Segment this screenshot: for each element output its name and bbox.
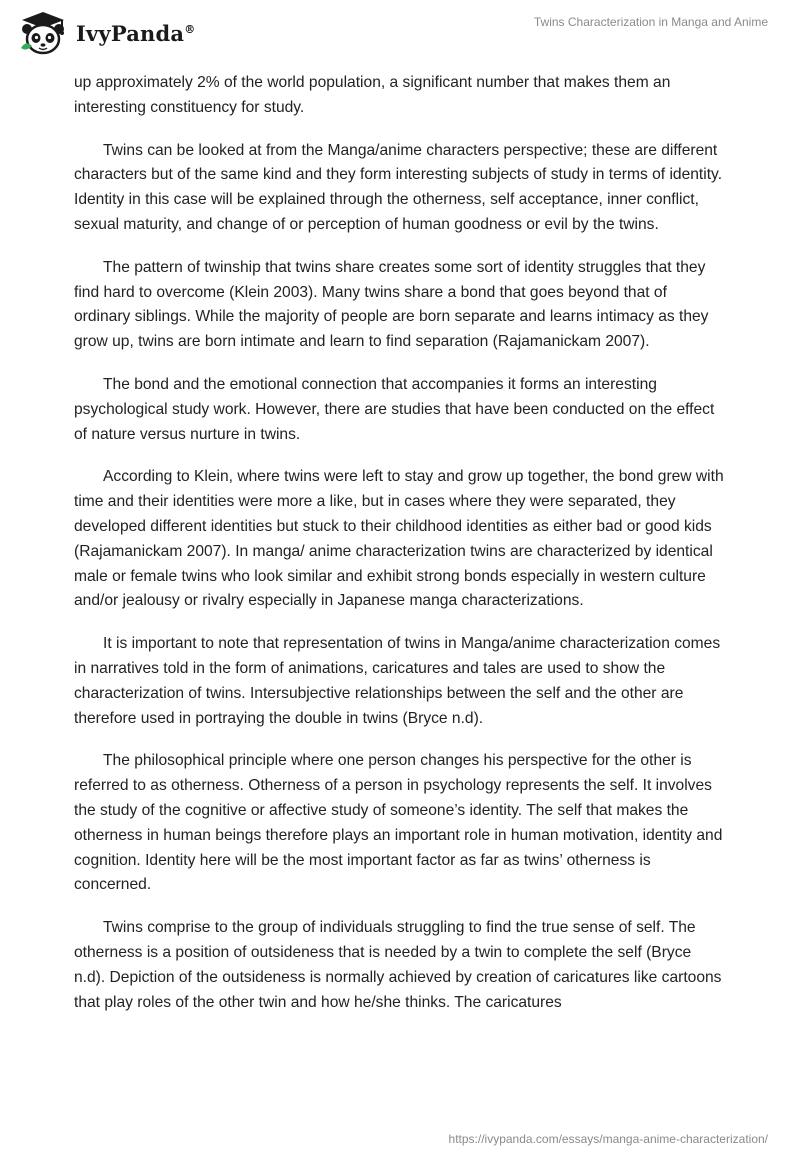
registered-mark: ® [184, 22, 196, 36]
paragraph: It is important to note that representation of twins in Manga/anime characterization comes in narratives told in the form of animations, caricatures and tales are used to show the characterization of twins. Intersubjective relationships between the self and the other are therefore used in portraying the double in twins (Bryce n.d). [74, 635, 721, 727]
paragraph: The bond and the emotional connection that accompanies it forms an interesting psychological study work. However, there are studies that have been conducted on the effect of nature versus nurture in twins. [74, 375, 715, 443]
logo-wordmark: IvyPanda® [76, 20, 196, 46]
paragraph: up approximately 2% of the world population, a significant number that makes them an interesting constituency for study. [74, 74, 671, 116]
paragraph: According to Klein, where twins were left to stay and grow up together, the bond grew with time and their identities were more a like, but in cases where they were separated, they developed different identities but stuck to their childhood identities as either bad or good kids (Rajamanickam 2007). In manga/ anime characterization twins are characterized by identical male or female twins who look similar and exhibit strong bonds especially in western culture and/or jealousy or rivalry especially in Japanese manga characterizations. [74, 468, 724, 610]
source-url[interactable]: https://ivypanda.com/essays/manga-anime-characterization/ [448, 1132, 768, 1146]
panda-logo-icon [18, 10, 68, 56]
document-title: Twins Characterization in Manga and Anime [533, 15, 768, 29]
page-header [0, 0, 800, 70]
paragraph: Twins can be looked at from the Manga/anime characters perspective; these are different characters but of the same kind and they form interesting subjects of study in terms of identity. Identity in this case will be explained through the otherness, self acceptance, inner conflict, sexual maturity, and change of or perception of human goodness or evil by the twins. [74, 141, 723, 233]
paragraph: The pattern of twinship that twins share creates some sort of identity struggles that they find hard to overcome (Klein 2003). Many twins share a bond that goes beyond that of ordinary siblings. While the majority of people are born separate and learns intimacy as they grow up, twins are born intimate and learn to find separation (Rajamanickam 2007). [74, 258, 709, 351]
paragraph: The philosophical principle where one person changes his perspective for the other is referred to as otherness. Otherness of a person in psychology represents the self. It involves the study of the cognitive or affective study of someone’s identity. The self that makes the otherness in human beings therefore plays an important role in human motivation, identity and cognition. Identity here will be the most important factor as far as twins’ otherness is concerned. [74, 752, 723, 894]
paragraph: Twins comprise to the group of individuals struggling to find the true sense of self. The otherness is a position of outsideness that is needed by a twin to complete the self (Bryce n.d). Depiction of the outsideness is normally achieved by creation of caricatures like cartoons that play roles of the other twin and how he/she thinks. The caricatures [74, 919, 722, 1011]
ivypanda-logo[interactable] [18, 10, 195, 56]
essay-body [74, 71, 726, 1033]
